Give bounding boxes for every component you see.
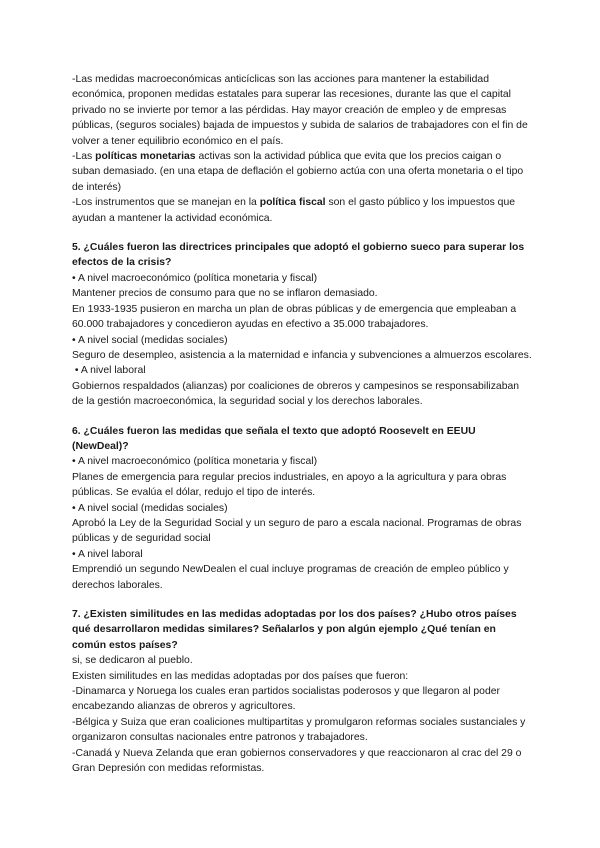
q6-line: • A nivel social (medidas sociales) — [72, 502, 228, 514]
q7-line: -Canadá y Nueva Zelanda que eran gobiernos conservadores y que reaccionaron al crac del 29 o Gran Depresión con medidas reformistas. — [72, 747, 522, 775]
q7-line: Existen similitudes en las medidas adoptadas por dos países que fueron: — [72, 670, 409, 682]
question-5-heading: 5. ¿Cuáles fueron las directrices principales que adoptó el gobierno sueco para superar los efectos de la crisis? — [72, 242, 525, 269]
q6-line: Emprendió un segundo NewDealen el cual incluye programas de creación de empleo público y derechos laborales. — [72, 564, 509, 591]
intro-paragraph-monetary: -Las políticas monetarias activas son la actividad pública que evita que los precios caigan o suban demasiado. (en una etapa de deflación el gobierno actúa con una oferta monetaria o el tipo de interés) — [72, 151, 524, 193]
q6-line: • A nivel laboral — [72, 548, 143, 560]
q6-line: • A nivel macroeconómico (política monetaria y fiscal) — [72, 456, 318, 468]
q5-line: • A nivel social (medidas sociales) — [72, 334, 228, 346]
question-6-heading: 6. ¿Cuáles fueron las medidas que señala el texto que adoptó Roosevelt en EEUU (NewDeal)? — [72, 425, 476, 452]
q5-line: Mantener precios de consumo para que no se inflaron demasiado. — [72, 288, 378, 300]
q7-line: -Bélgica y Suiza que eran coaliciones multipartitas y promulgaron reformas sociales sustanciales y organizaron consultas nacionales entre patronos y trabajadores. — [72, 716, 526, 744]
q6-line: Aprobó la Ley de la Seguridad Social y un seguro de paro a escala nacional. Programas de obras públicas y de seguridad social — [72, 517, 522, 545]
question-7-heading: 7. ¿Existen similitudes en las medidas adoptadas por los dos países? ¿Hubo otros países qué desarrollaron medidas similares? Señalarlos y pon algún ejemplo ¿Qué tenían en común estos países? — [72, 609, 517, 651]
intro-paragraph-anticyclical: -Las medidas macroeconómicas anticíclicas son las acciones para mantener la estabilidad económica, proponen medidas estatales para superar las recesiones, durante las que el capital privado no se invierte por temor a las pérdidas. Hay mayor creación de empleo y de empresas públicas, (seguros sociales) bajada de impuestos y subida de salarios de trabajadores con el fin de volver a tener equilibrio económico en el país. — [72, 74, 528, 147]
q5-line: • A nivel laboral — [72, 365, 146, 377]
q5-line: En 1933-1935 pusieron en marcha un plan de obras públicas y de emergencia que empleaban a 60.000 trabajadores y concedieron ayudas en efectivo a 35.000 trabajadores. — [72, 303, 517, 331]
q5-line: Gobiernos respaldados (alianzas) por coaliciones de obreros y campesinos se responsabilizaban de la gestión macroeconómica, la seguridad social y los derechos laborales. — [72, 380, 520, 408]
q7-line: si, se dedicaron al pueblo. — [72, 655, 193, 667]
q5-line: • A nivel macroeconómico (política monetaria y fiscal) — [72, 272, 318, 284]
q5-line: Seguro de desempleo, asistencia a la maternidad e infancia y subvenciones a almuerzos escolares. — [72, 349, 532, 361]
q7-line: -Dinamarca y Noruega los cuales eran partidos socialistas poderosos y que llegaron al poder encabezando alianzas de obreros y agricultores. — [72, 686, 500, 713]
q6-line: Planes de emergencia para regular precios industriales, en apoyo a la agricultura y para obras públicas. Se evalúa el dólar, redujo el tipo de interés. — [72, 471, 507, 499]
intro-paragraph-fiscal: -Los instrumentos que se manejan en la política fiscal son el gasto público y los impuestos que ayudan a mantener la actividad económica. — [72, 197, 516, 224]
term-monetary-policy: políticas monetarias — [95, 151, 196, 163]
document-page — [72, 72, 532, 776]
term-fiscal-policy: política fiscal — [259, 197, 326, 209]
